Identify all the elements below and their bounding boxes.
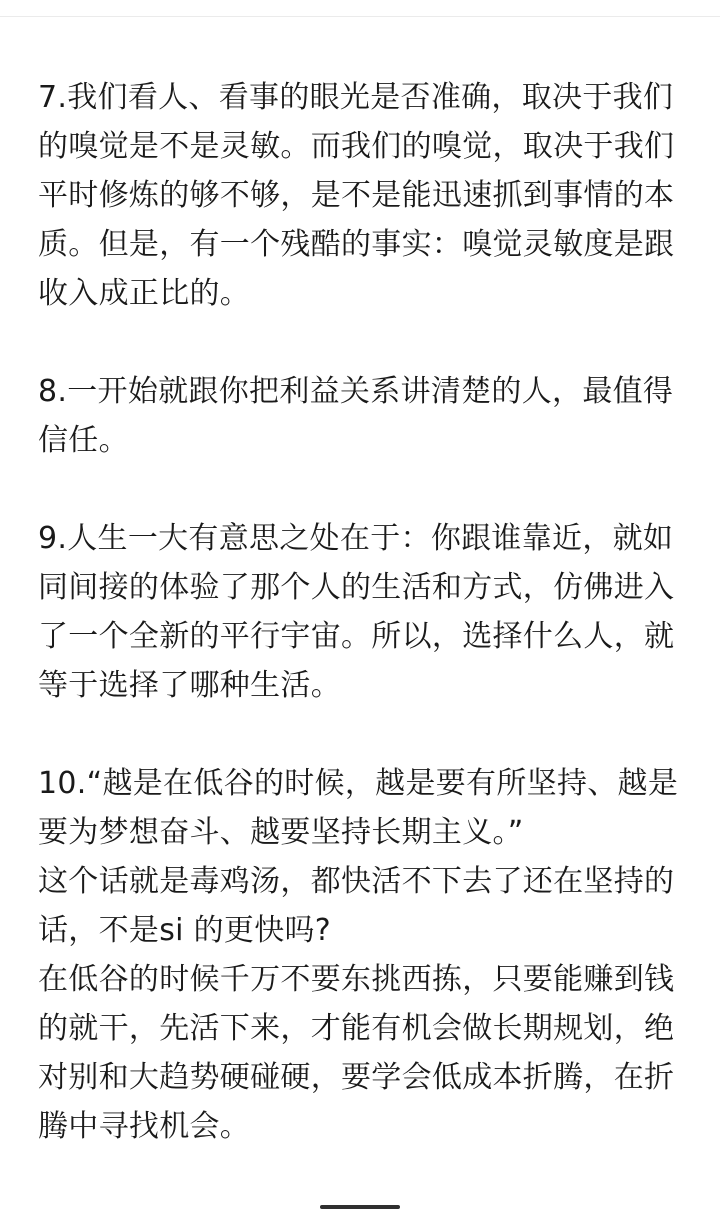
paragraph-8: [38, 367, 688, 465]
paragraph-advice: 在低谷的时候千万不要东挑西拣，只要能赚到钱的就干，先活下来，才能有机会做长期规划，绝对别和大趋势硬碰硬，要学会低成本折腾，在折腾中寻找机会。: [38, 962, 675, 1144]
top-divider: [0, 16, 720, 17]
paragraph-text: 9.人生一大有意思之处在于：你跟谁靠近，就如同间接的体验了那个人的生活和方式，仿佛进入了一个全新的平行宇宙。所以，选择什么人，就等于选择了哪种生活。: [38, 521, 675, 703]
article-body: [38, 73, 688, 1200]
paragraph-7: [38, 73, 688, 318]
home-indicator[interactable]: [320, 1205, 400, 1209]
paragraph-quote: 10.“越是在低谷的时候，越是要有所坚持、越是要为梦想奋斗、越要坚持长期主义。”: [38, 766, 679, 850]
paragraph-9: [38, 514, 688, 710]
paragraph-text: 7.我们看人、看事的眼光是否准确，取决于我们的嗅觉是不是灵敏。而我们的嗅觉，取决于我们平时修炼的够不够，是不是能迅速抓到事情的本质。但是，有一个残酷的事实：嗅觉灵敏度是跟收入成正比的。: [38, 80, 675, 311]
paragraph-text: 8.一开始就跟你把利益关系讲清楚的人，最值得信任。: [38, 374, 674, 458]
paragraph-comment: 这个话就是毒鸡汤，都快活不下去了还在坚持的话，不是si 的更快吗?: [38, 864, 675, 948]
paragraph-10: [38, 759, 688, 1151]
